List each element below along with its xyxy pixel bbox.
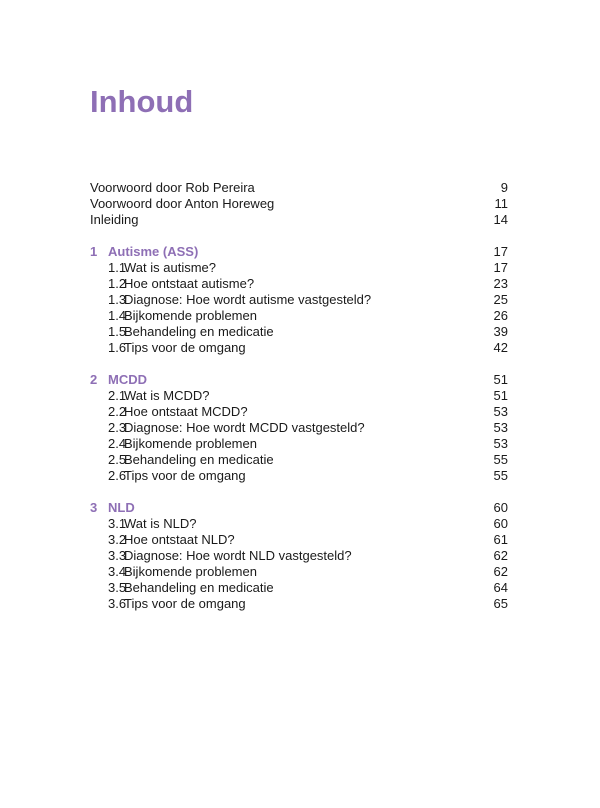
toc-page-number: 53 — [493, 404, 508, 419]
section-title: Hoe ontstaat autisme? — [124, 276, 255, 291]
toc-entry-label: Voorwoord door Anton Horeweg — [90, 196, 275, 211]
section-number: 3.6 — [108, 596, 127, 611]
section-title: Diagnose: Hoe wordt autisme vastgesteld? — [124, 292, 372, 307]
toc-section-entry[interactable] — [90, 324, 508, 340]
toc-page-number: 64 — [493, 580, 508, 595]
section-number: 2.1 — [108, 388, 127, 403]
toc-chapter-heading[interactable] — [90, 500, 508, 516]
toc-page-number: 23 — [493, 276, 508, 291]
section-number: 2.4 — [108, 436, 127, 451]
toc-page-number: 51 — [493, 372, 508, 387]
toc-section-entry[interactable] — [90, 452, 508, 468]
chapter-title: NLD — [108, 500, 135, 515]
section-label-group — [90, 564, 494, 580]
toc-section-entry[interactable] — [90, 404, 508, 420]
section-number: 1.1 — [108, 260, 127, 275]
toc-page-number: 55 — [493, 452, 508, 467]
toc-entry-label: Voorwoord door Rob Pereira — [90, 180, 255, 195]
section-title: Wat is autisme? — [124, 260, 216, 275]
toc-section-entry[interactable] — [90, 596, 508, 612]
toc-front-entry[interactable] — [90, 180, 508, 196]
section-number: 3.1 — [108, 516, 127, 531]
section-label-group — [90, 340, 494, 356]
section-number: 1.6 — [108, 340, 127, 355]
toc-front-entry[interactable] — [90, 196, 508, 212]
toc-page-number: 62 — [493, 564, 508, 579]
section-label-group — [90, 420, 494, 436]
section-label-group — [90, 308, 494, 324]
section-label-group — [90, 292, 494, 308]
toc-section-entry[interactable] — [90, 340, 508, 356]
toc-section-entry[interactable] — [90, 532, 508, 548]
toc-front-entry[interactable] — [90, 212, 508, 228]
section-title: Tips voor de omgang — [124, 468, 246, 483]
section-number: 2.5 — [108, 452, 127, 467]
toc-page-number: 17 — [493, 244, 508, 259]
section-number: 1.3 — [108, 292, 127, 307]
section-title: Hoe ontstaat MCDD? — [124, 404, 248, 419]
toc-section-entry[interactable] — [90, 276, 508, 292]
toc-page-number: 61 — [493, 532, 508, 547]
section-title: Tips voor de omgang — [124, 340, 246, 355]
chapter-number: 2 — [90, 372, 98, 387]
section-label-group — [90, 436, 494, 452]
section-number: 2.2 — [108, 404, 127, 419]
toc-page-number: 65 — [493, 596, 508, 611]
toc-chapter-heading[interactable] — [90, 372, 508, 388]
section-number: 1.5 — [108, 324, 127, 339]
toc-section-entry[interactable] — [90, 292, 508, 308]
section-label-group — [90, 276, 494, 292]
toc-page-number: 51 — [493, 388, 508, 403]
toc-page-number: 17 — [493, 260, 508, 275]
table-of-contents — [90, 180, 508, 612]
toc-page-number: 55 — [493, 468, 508, 483]
toc-section-entry[interactable] — [90, 436, 508, 452]
toc-page-number: 9 — [500, 180, 508, 195]
section-label-group — [90, 516, 494, 532]
chapter-number: 3 — [90, 500, 98, 515]
section-label-group — [90, 468, 494, 484]
toc-section-entry[interactable] — [90, 308, 508, 324]
toc-page-number: 26 — [493, 308, 508, 323]
section-number: 3.3 — [108, 548, 127, 563]
section-label-group — [90, 324, 494, 340]
section-title: Bijkomende problemen — [124, 564, 257, 579]
section-label-group — [90, 260, 494, 276]
toc-section-entry[interactable] — [90, 516, 508, 532]
toc-page-number: 60 — [493, 516, 508, 531]
chapter-title: MCDD — [108, 372, 147, 387]
toc-chapter-heading[interactable] — [90, 244, 508, 260]
toc-page-number: 42 — [493, 340, 508, 355]
page-title: Inhoud — [90, 84, 194, 119]
toc-section-entry[interactable] — [90, 260, 508, 276]
section-title: Behandeling en medicatie — [124, 452, 274, 467]
toc-page-number: 53 — [493, 436, 508, 451]
section-title: Behandeling en medicatie — [124, 324, 274, 339]
chapter-title-group — [90, 500, 494, 516]
chapter-title: Autisme (ASS) — [108, 244, 199, 259]
toc-page-number: 25 — [493, 292, 508, 307]
section-label-group — [90, 388, 494, 404]
section-number: 1.2 — [108, 276, 127, 291]
chapter-title-group — [90, 372, 494, 388]
section-title: Behandeling en medicatie — [124, 580, 274, 595]
toc-page-number: 39 — [493, 324, 508, 339]
toc-page-number: 14 — [493, 212, 508, 227]
toc-section-entry[interactable] — [90, 388, 508, 404]
section-number: 3.2 — [108, 532, 127, 547]
section-title: Bijkomende problemen — [124, 436, 257, 451]
toc-section-entry[interactable] — [90, 564, 508, 580]
section-label-group — [90, 548, 494, 564]
section-number: 3.5 — [108, 580, 127, 595]
chapter-title-group — [90, 244, 494, 260]
section-title: Wat is NLD? — [124, 516, 197, 531]
section-number: 1.4 — [108, 308, 127, 323]
toc-entry-label: Inleiding — [90, 212, 139, 227]
section-title: Wat is MCDD? — [124, 388, 210, 403]
toc-section-entry[interactable] — [90, 420, 508, 436]
section-label-group — [90, 452, 494, 468]
section-label-group — [90, 580, 494, 596]
section-title: Hoe ontstaat NLD? — [124, 532, 235, 547]
section-number: 2.3 — [108, 420, 127, 435]
toc-page-number: 53 — [493, 420, 508, 435]
toc-section-entry[interactable] — [90, 580, 508, 596]
section-title: Diagnose: Hoe wordt NLD vastgesteld? — [124, 548, 352, 563]
toc-section-entry[interactable] — [90, 468, 508, 484]
section-title: Diagnose: Hoe wordt MCDD vastgesteld? — [124, 420, 365, 435]
section-title: Tips voor de omgang — [124, 596, 246, 611]
section-label-group — [90, 596, 494, 612]
section-title: Bijkomende problemen — [124, 308, 257, 323]
toc-section-entry[interactable] — [90, 548, 508, 564]
section-number: 2.6 — [108, 468, 127, 483]
section-label-group — [90, 404, 494, 420]
section-label-group — [90, 532, 494, 548]
spacer — [90, 356, 508, 372]
toc-page-number: 11 — [494, 196, 508, 211]
section-number: 3.4 — [108, 564, 127, 579]
spacer — [90, 228, 508, 244]
toc-page-number: 62 — [493, 548, 508, 563]
toc-page-number: 60 — [493, 500, 508, 515]
chapter-number: 1 — [90, 244, 98, 259]
spacer — [90, 484, 508, 500]
